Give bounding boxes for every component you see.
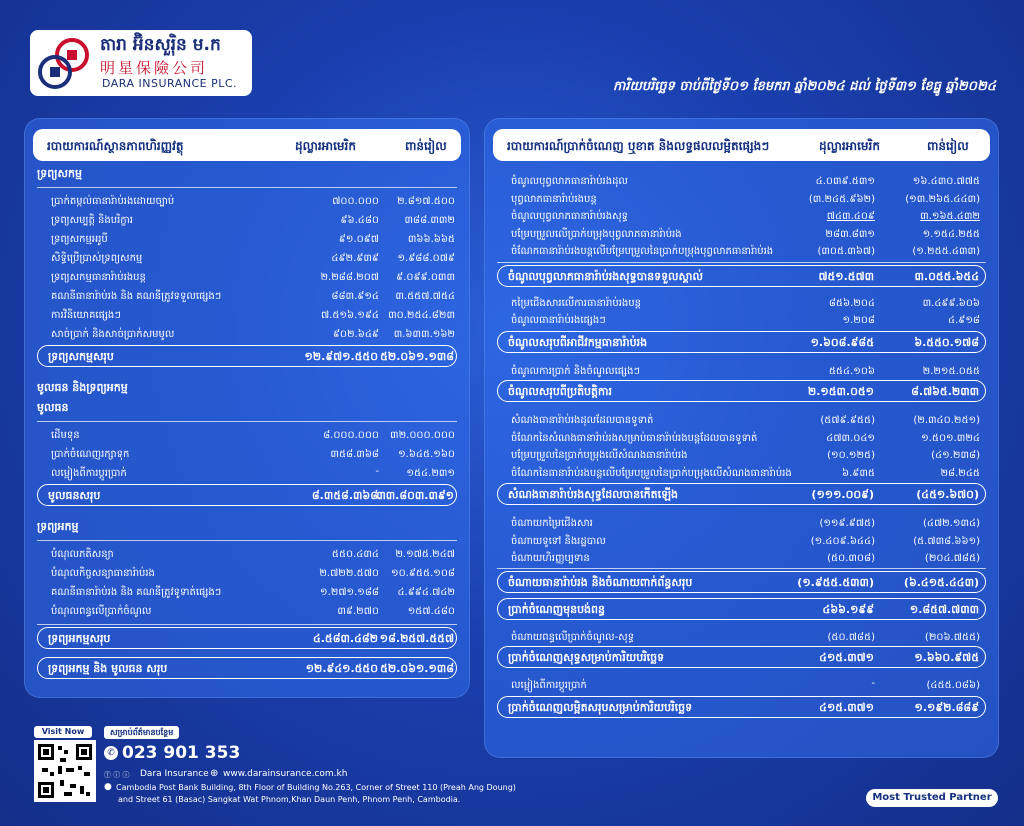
- equity-section-title: មូលធន: [37, 401, 69, 414]
- row-value-usd: ៣៥៨.៣៦៨: [330, 449, 379, 460]
- total-value-khr: ៥២.០៦១.១៣៨: [380, 350, 454, 363]
- row-value-khr: (១.២៥៥.៤៣៣): [912, 246, 980, 257]
- phone-number[interactable]: 023 901 353: [122, 743, 241, 763]
- divider-line: [37, 187, 457, 188]
- visit-now-button[interactable]: Visit Now: [34, 726, 92, 738]
- row-value-usd: (៣០៥.៣៦៧): [817, 246, 875, 257]
- total-liabilities: [37, 627, 457, 649]
- row-label: បំណុលពន្ធលើប្រាក់ចំណូល: [51, 606, 152, 617]
- col-usd-header: ដុល្លារអាមេរិក: [819, 139, 880, 153]
- contact-label: សម្រាប់ព័ត៌មានបន្ថែម: [104, 726, 179, 739]
- divider-line: [37, 540, 457, 541]
- row-value-khr: ១៥៤.២៣១: [406, 468, 455, 479]
- row-label: ចំណែកនៃធានារ៉ាប់រងបន្តលើបម្រែបម្រួលនៃប្រាក់បម្រុងលើសំណងធានារ៉ាប់រង: [511, 467, 792, 479]
- balance-sheet-panel: [24, 118, 470, 698]
- total-label: សំណងធានារ៉ាប់រងសុទ្ធដែលបានកើតឡើង: [508, 488, 678, 501]
- total-label: ទ្រព្យអកម្មសរុប: [48, 632, 111, 645]
- row-label: ចំណូលបុព្វលាភធានារ៉ាប់រងសុទ្ធ: [511, 211, 628, 222]
- row-value-usd: ៤៩២.៩៣៩: [331, 253, 379, 264]
- row-value-usd: ១.២០៨: [842, 315, 875, 326]
- row-value-usd: ២.២៨៨.២០៧: [320, 272, 379, 283]
- brand-khmer-name: តារា អ៊ិនសួរ៉ិន ម.ក: [100, 35, 221, 55]
- row-value-khr: ៣.១៦៥.៤៣២: [920, 211, 980, 222]
- globe-icon: ⊕: [210, 768, 219, 779]
- total-value-usd: ៤១៥.៣៧១: [819, 700, 874, 714]
- row-label: សំណងធានារ៉ាប់រងដុលដែលបានទូទាត់: [511, 415, 654, 426]
- row-value-usd: ៧០០.០០០: [332, 196, 379, 207]
- table-row: [25, 463, 469, 481]
- total-value-khr: (៦.៤១៥.៤៤៣): [903, 575, 979, 589]
- row-value-usd: (១០.១២៥): [827, 450, 875, 461]
- row-label: ចំណាយពន្ធលើប្រាក់ចំណូល-សុទ្ធ: [511, 631, 635, 643]
- row-label: បំណុលកិច្ចសន្យាធានារ៉ាប់រង: [51, 568, 155, 579]
- row-label: ចំណែកធានារ៉ាប់រងបន្តលើបម្រែបម្រួលនៃប្រាក់បម្រុងបុព្វលាភធានារ៉ាប់រង: [511, 246, 774, 257]
- total-operating-income: [497, 380, 986, 402]
- total-insurance-income: [497, 331, 986, 353]
- row-value-usd: (១.៤០៩.៦៤៤): [810, 535, 875, 547]
- row-value-usd: (១១៩.៩៧៥): [819, 518, 875, 529]
- reporting-period: ការិយបរិច្ឆេទ ចាប់ពីថ្ងៃទី០១ ខែមករា ឆ្នាំ២០២៤ ដល់ ថ្ងៃទី៣១ ខែធ្នូ ឆ្នាំ២០២៤: [612, 79, 996, 94]
- total-expenses: [497, 571, 986, 593]
- row-label: បំណុលភតិសន្យា: [51, 549, 114, 560]
- row-value-usd: ៨៥៦.២០៤: [828, 297, 875, 309]
- row-value-khr: (៤៧២.១៣៤): [922, 518, 980, 529]
- income-statement-title: របាយការណ៍ប្រាក់ចំណេញ ឬខាត និងលទ្ធផលលម្អិតផ្សេងៗ: [507, 139, 770, 153]
- table-row: [25, 191, 469, 209]
- row-label: បម្រែបម្រួលលើប្រាក់បម្រុងបុព្វលាភធានារ៉ាប់រង: [511, 228, 682, 240]
- row-value-khr: (២.៣៤០.២៥១): [913, 415, 980, 426]
- total-value-usd: (១១១.០០៩): [811, 488, 874, 501]
- income-statement-panel: [484, 118, 999, 758]
- row-label: ចំណាយហិរញ្ញប្បទាន: [511, 553, 590, 564]
- liabilities-equity-title: មូលធន និងទ្រព្យអកម្ម: [37, 381, 128, 394]
- company-logo: [30, 30, 252, 96]
- row-value-usd: -: [871, 678, 875, 689]
- total-value-khr: ៦.៥៥០.១៧៨: [914, 335, 979, 349]
- website-link[interactable]: www.darainsurance.com.kh: [223, 769, 348, 779]
- table-row: [25, 582, 469, 600]
- total-label: មូលធនសរុប: [48, 489, 101, 502]
- total-value-khr: ៥២.០៦១.១៣៨: [380, 662, 454, 675]
- row-value-khr: ២.៨១៧.៥០០: [396, 196, 455, 207]
- row-value-khr: ១៥៧.៤៨០: [407, 606, 455, 617]
- row-label: ចំណូលបុព្វលាភធានារ៉ាប់រងដុល: [511, 176, 628, 187]
- table-row: [25, 267, 469, 285]
- divider-line: [497, 262, 986, 263]
- row-value-usd: ៧.៥១៦.១៩៤: [320, 310, 379, 321]
- row-value-khr: ១៦.៤៣០.៧៧៥: [912, 176, 980, 187]
- balance-sheet-header: [33, 129, 461, 161]
- table-row: [25, 229, 469, 247]
- total-value-usd: ១២.៩៧១.៥៥០: [304, 350, 378, 363]
- row-value-usd: (៥៧៩.៩៥៥): [820, 415, 875, 426]
- row-label: សាច់ប្រាក់ និងសាច់ប្រាក់សមមូល: [51, 329, 175, 340]
- row-value-khr: (៥.៧៣៨.៦៦១): [913, 535, 980, 547]
- table-row: [25, 248, 469, 266]
- table-row: [485, 627, 998, 645]
- row-value-khr: ១.៥០១.៣២៤: [921, 432, 980, 444]
- row-value-khr: ១០.៩៥៥.១០៨: [391, 568, 455, 579]
- row-value-usd: ៥៥៤.១០៦: [828, 365, 875, 377]
- row-label: លម្អៀងពីការប្តូរប្រាក់: [51, 468, 127, 479]
- row-value-usd: ២៨៣.៨៣១: [825, 228, 875, 240]
- row-label: ប្រាក់ចំណេញរក្សាទុក: [51, 449, 130, 460]
- row-value-khr: ១.៩៨៨.០៧៩: [397, 253, 455, 264]
- total-value-khr: ១.៨៥៧.៧៣៣: [909, 602, 979, 616]
- address-line-1: Cambodia Post Bank Building, 8th Floor of Building No.263, Corner of Street 110 (Preah Ang Doung): [116, 783, 516, 792]
- row-value-usd: ៦.៩៣៥: [842, 467, 875, 479]
- row-value-usd: ៩១.០៩៧: [338, 234, 379, 245]
- row-value-khr: ៣២.០០០.០០០: [390, 430, 455, 441]
- row-value-khr: ២៨.២៤៥: [940, 467, 980, 479]
- table-row: [485, 241, 998, 259]
- row-value-khr: ៣.៥៥៧.៧៥៤: [395, 291, 455, 302]
- logo-seal-icon: [36, 36, 90, 90]
- total-comprehensive-income: [497, 696, 986, 718]
- row-label: ចំណូលធានារ៉ាប់រងផ្សេងៗ: [511, 315, 606, 326]
- table-row: [485, 428, 998, 446]
- row-value-usd: ៥៥០.៤៣៤: [331, 549, 379, 560]
- row-label: ដើមទុន: [51, 430, 80, 441]
- divider-line: [37, 624, 457, 625]
- row-label: ចំណូលការប្រាក់ និងចំណូលផ្សេងៗ: [511, 365, 641, 377]
- row-label: ទ្រព្យសម្បត្តិ និងបរិក្ខារ: [51, 215, 133, 226]
- col-khr-header: ពាន់រៀល: [927, 139, 969, 153]
- total-assets: [37, 345, 457, 367]
- row-value-usd: ៨៨៣.៩១៤: [331, 291, 379, 302]
- total-value-usd: (១.៩៥៥.៥៣៣): [797, 575, 874, 589]
- total-label: ប្រាក់ចំណេញមុនបង់ពន្ធ: [508, 602, 606, 616]
- social-handle[interactable]: Dara Insurance: [140, 769, 209, 779]
- footer: [30, 726, 516, 818]
- total-value-usd: ៤១៥.៣៧១: [819, 651, 874, 664]
- row-value-usd: ៤.០៣៩.៥៣១: [815, 176, 875, 187]
- social-icons[interactable]: ⓕ ⓘ ⓘ: [104, 771, 130, 779]
- table-row: [25, 210, 469, 228]
- income-statement-header: [493, 129, 990, 161]
- table-row: [485, 445, 998, 463]
- row-value-usd: (៥០.៧៨៥): [827, 631, 875, 643]
- row-label: គណនីធានារ៉ាប់រង និង គណនីត្រូវទទួលផ្សេងៗ: [51, 291, 222, 302]
- table-row: [25, 425, 469, 443]
- tagline-badge: Most Trusted Partner: [866, 789, 998, 807]
- total-equity: [37, 484, 457, 506]
- row-value-usd: (៣.២៤៥.៩៦២): [808, 193, 875, 205]
- liabilities-section-title: ទ្រព្យអកម្ម: [37, 520, 79, 533]
- total-value-usd: ២.១៥៣.០៥១: [807, 385, 874, 398]
- table-row: [485, 293, 998, 311]
- row-label: ចំណាយទូទៅ និងរដ្ឋបាល: [511, 535, 606, 547]
- row-value-usd: ៩០២.៦៤៩: [332, 329, 379, 340]
- total-value-khr: ១.៦៦០.៩៧៥: [914, 651, 979, 664]
- table-row: [485, 675, 998, 693]
- total-label: ទ្រព្យអកម្ម និង មូលធន សរុប: [48, 662, 168, 675]
- row-value-khr: ៣.៦៣៣.១៦២: [393, 329, 455, 340]
- table-row: [485, 410, 998, 428]
- table-row: [25, 444, 469, 462]
- table-row: [485, 310, 998, 328]
- col-khr-header: ពាន់រៀល: [405, 139, 447, 153]
- total-label: ប្រាក់ចំណេញលម្អិតសរុបសម្រាប់ការិយបរិច្ឆេទ: [508, 700, 693, 714]
- row-label: ចំណែកនៃសំណងធានារ៉ាប់រងសម្រាប់ធានារ៉ាប់រងបន្តដែលបានទូទាត់: [511, 432, 758, 444]
- qr-code-icon[interactable]: [34, 740, 96, 802]
- row-value-khr: ៤.៩៩៤.៧៤២: [397, 587, 455, 598]
- total-value-khr: ៨.៧៦៥.២៣៣: [911, 385, 979, 398]
- balance-sheet-title: របាយការណ៍ស្ថានភាពហិរញ្ញវត្ថុ: [47, 139, 184, 153]
- row-value-khr: ៣០.២៥៤.៨២៣: [388, 310, 455, 321]
- row-label: ទ្រព្យសកម្មធានារ៉ាប់រងបន្ត: [51, 272, 146, 283]
- total-value-usd: ៤.៥៨៣.៤៨២: [312, 632, 378, 645]
- table-row: [25, 601, 469, 619]
- total-label: ប្រាក់ចំណេញសុទ្ធសម្រាប់ការិយបរិច្ឆេទ: [508, 651, 665, 664]
- brand-chinese-name: 明星保險公司: [100, 59, 209, 77]
- table-row: [25, 544, 469, 562]
- col-usd-header: ដុល្លារអាមេរិក: [295, 139, 356, 153]
- row-label: ចំណាយកម្រៃជើងសារ: [511, 518, 593, 529]
- net-claims-incurred: [497, 483, 986, 505]
- total-value-khr: ៣.០៥៥.៦៥៤: [914, 269, 979, 283]
- row-value-usd: ៣៩.២៧០: [337, 606, 379, 617]
- total-label: ទ្រព្យសកម្មសរុប: [48, 350, 114, 363]
- row-value-khr: (១៣.២៦៥.៤៤៣): [905, 193, 980, 205]
- row-label: លម្អៀងពីការប្តូរប្រាក់: [511, 680, 587, 691]
- row-value-khr: ៤.៩១៨: [948, 315, 980, 326]
- net-earned-premium: [497, 265, 986, 287]
- row-value-usd: ៨.០០០.០០០: [323, 430, 379, 441]
- total-value-khr: ១៨.២៥៧.៥៥៧: [379, 632, 454, 645]
- row-value-usd: (៥០.៣០៨): [827, 553, 875, 564]
- row-value-khr: (២០៦.៧៥៥): [924, 631, 980, 643]
- total-value-usd: ១២.៩៤១.៥៥០: [305, 662, 378, 675]
- total-label: ចំណូលសរុបពីអាជីវកម្មធានារ៉ាប់រង: [508, 335, 648, 349]
- total-liabilities-and-equity: [37, 657, 457, 679]
- row-value-usd: ២.៧២២.៥៧០: [319, 568, 379, 579]
- total-value-usd: ៨.៣៥៨.៣៦៨: [311, 489, 378, 502]
- brand-english-name: DARA INSURANCE PLC.: [102, 77, 238, 90]
- total-value-usd: ៧៥១.៥៧៣: [818, 269, 874, 283]
- row-value-khr: ១.១៥៤.២៥៥: [922, 228, 980, 240]
- row-value-khr: (៤៥៥.០៨៦): [926, 680, 980, 691]
- row-value-khr: (២០៤.៧៨៥): [924, 553, 980, 564]
- row-label: សិទ្ធិប្រើប្រាស់ទ្រព្យសកម្ម: [51, 253, 143, 264]
- row-label: បុព្វលាភធានារ៉ាប់រងបន្ត: [511, 193, 597, 205]
- divider-line: [37, 421, 457, 422]
- total-value-khr: (៤៥១.៦៧០): [916, 488, 979, 501]
- row-value-usd: ៩៦.៤៨០: [340, 215, 379, 226]
- row-label: ការវិនិយោគផ្សេងៗ: [51, 310, 121, 321]
- total-value-khr: ៣៣.៨០៣.៣៩១: [376, 489, 454, 502]
- phone-icon: ✆: [104, 746, 118, 760]
- row-value-usd: ៤៧៣.០៤១: [826, 432, 875, 444]
- row-value-khr: ១.៦៤៥.១៦០: [398, 449, 455, 460]
- divider-line: [497, 568, 986, 569]
- assets-section-title: ទ្រព្យសកម្ម: [37, 167, 82, 180]
- total-label: ចំណាយធានារ៉ាប់រង និងចំណាយពាក់ព័ន្ធសរុប: [508, 575, 693, 589]
- row-label: ទ្រព្យសកម្មអរូបី: [51, 234, 108, 245]
- total-label: ចំណូលសរុបពីប្រតិបត្តិការ: [508, 385, 612, 398]
- address-line-2: and Street 61 (Basac) Sangkat Wat Phnom,Khan Daun Penh, Phnom Penh, Cambodia.: [118, 795, 461, 804]
- row-value-usd: ៧៤៣.៤០៩: [826, 211, 875, 222]
- row-value-khr: ៣៨៨.៣៣២: [404, 215, 455, 226]
- total-value-khr: ១.១៩២.៨៨៩: [914, 700, 979, 714]
- table-row: [485, 189, 998, 207]
- profit-before-tax: [497, 598, 986, 620]
- net-profit: [497, 646, 986, 668]
- row-label: បម្រែបម្រួលនៃប្រាក់បម្រុងលើសំណងធានារ៉ាប់រង: [511, 450, 688, 461]
- table-row: [25, 563, 469, 581]
- row-value-khr: ៣៦៦.៦៦៥: [407, 234, 455, 245]
- row-value-usd: -: [375, 466, 379, 477]
- row-label: គណនីធានារ៉ាប់រង និង គណនីត្រូវទូទាត់ផ្សេងៗ: [51, 587, 222, 598]
- row-label: ប្រាក់តម្កល់ធានារ៉ាប់រងដោយច្បាប់: [51, 196, 175, 207]
- row-label: កម្រៃជើងសារលើការធានារ៉ាប់រងបន្ត: [511, 297, 641, 309]
- table-row: [485, 171, 998, 189]
- table-row: [485, 531, 998, 549]
- row-value-usd: ១.២៧១.១៨៨: [320, 587, 379, 598]
- row-value-khr: (៤១.២៣៨): [931, 450, 980, 461]
- table-row: [485, 361, 998, 379]
- table-row: [485, 224, 998, 242]
- table-row: [485, 463, 998, 481]
- table-row: [485, 206, 998, 224]
- table-row: [485, 513, 998, 531]
- table-row: [25, 305, 469, 323]
- table-row: [25, 286, 469, 304]
- total-value-usd: ១.៦០៨.៩៨៥: [810, 335, 874, 349]
- location-icon: ●: [104, 782, 112, 792]
- total-value-usd: ៤៦៦.១៩៩: [822, 602, 874, 616]
- row-value-khr: ២.១៧៥.២៤៧: [395, 549, 455, 560]
- row-value-khr: ២.២១៥.០៥៥: [922, 365, 980, 377]
- table-row: [485, 548, 998, 566]
- row-value-khr: ៣.៤៩៩.៦០៦: [922, 297, 980, 309]
- row-value-khr: ៩.០៩៩.០៣៣: [396, 272, 455, 283]
- total-label: ចំណូលបុព្វលាភធានារ៉ាប់រងសុទ្ធបានទទួលស្គាល់: [508, 269, 703, 283]
- table-row: [25, 324, 469, 342]
